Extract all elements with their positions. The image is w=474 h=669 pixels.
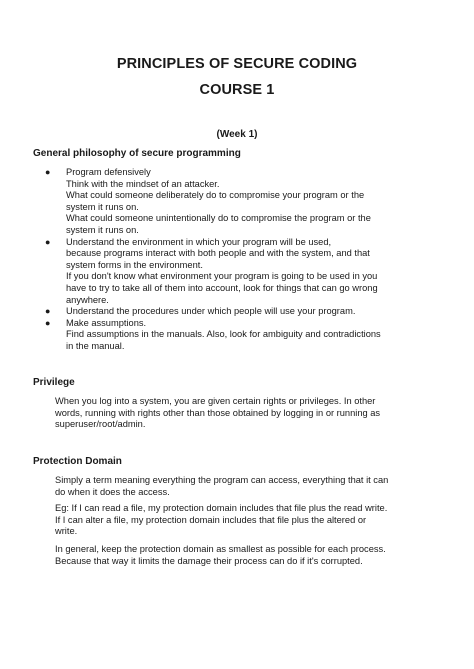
list-item-line: What could someone unintentionally do to compromise the program or the [66, 213, 371, 224]
paragraph-line: superuser/root/admin. [55, 419, 146, 430]
philosophy-bullet-list [45, 167, 446, 353]
list-item-line: system it runs on. [66, 224, 139, 235]
list-item-line: Find assumptions in the manuals. Also, look for ambiguity and contradictions [66, 329, 381, 340]
protection-domain-example [55, 503, 455, 538]
document-subtitle: COURSE 1 [199, 82, 275, 98]
paragraph-line: Eg: If I can read a file, my protection domain includes that file plus the read write. [55, 503, 388, 513]
paragraph-line: Simply a term meaning everything the program can access, everything that it can [55, 475, 389, 485]
paragraph-line: Because that way it limits the damage their process can do if it's corrupted. [55, 555, 363, 566]
list-item-line: system it runs on. [66, 201, 139, 212]
list-item-line: Make assumptions. [66, 317, 147, 328]
list-item [45, 317, 446, 353]
list-item-line: If you don't know what environment your program is going to be used in you [66, 271, 378, 282]
list-item-line: Understand the environment in which your program will be used, [66, 236, 332, 247]
bullet-icon: ● [45, 306, 51, 317]
section-heading-protection-domain: Protection Domain [33, 456, 122, 467]
list-item-line: What could someone deliberately do to compromise your program or the [66, 190, 365, 201]
paragraph-line: If I can alter a file, my protection domain includes that file plus the altered or [55, 514, 367, 525]
protection-domain-guidance [55, 544, 455, 567]
paragraph-line: When you log into a system, you are given certain rights or privileges. In other [55, 396, 376, 406]
list-item-line: Understand the procedures under which people will use your program. [66, 306, 356, 317]
list-item-line: Think with the mindset of an attacker. [66, 178, 220, 189]
list-item-line: Program defensively [66, 167, 151, 177]
bullet-icon: ● [45, 167, 51, 177]
document-title: PRINCIPLES OF SECURE CODING [116, 56, 358, 72]
week-label: (Week 1) [216, 129, 258, 140]
list-item-line: system forms in the environment. [66, 259, 203, 270]
protection-domain-definition [55, 475, 455, 498]
list-item [45, 306, 446, 318]
paragraph-line: In general, keep the protection domain as smallest as possible for each process. [55, 544, 386, 554]
paragraph-line: do when it does the access. [55, 486, 170, 497]
list-item-line: have to try to take all of them into account, look for things that can go wrong [66, 282, 378, 293]
section-heading-privilege: Privilege [33, 377, 75, 388]
privilege-paragraph [55, 396, 455, 431]
paragraph-line: write. [55, 526, 78, 537]
list-item-line: anywhere. [66, 294, 109, 305]
bullet-icon: ● [45, 236, 51, 247]
list-item-line: in the manual. [66, 340, 125, 351]
list-item-line: because programs interact with both people and with the system, and that [66, 248, 370, 259]
paragraph-line: words, running with rights other than those obtained by logging in or running as [55, 407, 381, 418]
section-heading-philosophy: General philosophy of secure programming [33, 148, 241, 159]
list-item [45, 167, 446, 237]
bullet-icon: ● [45, 317, 51, 328]
list-item [45, 236, 446, 307]
